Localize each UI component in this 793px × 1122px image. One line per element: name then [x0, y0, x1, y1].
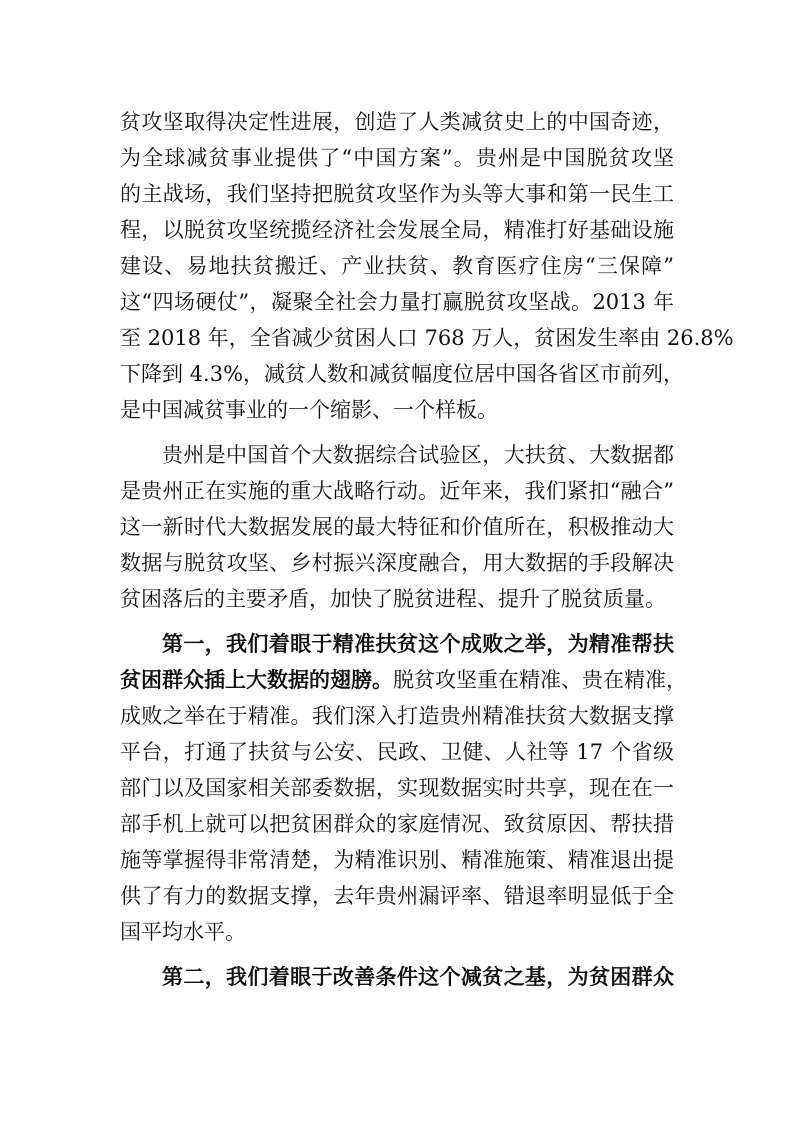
paragraph-2-line-4: 数据与脱贫攻坚、乡村振兴深度融合，用大数据的手段解决: [120, 551, 674, 575]
paragraph-3-line-2: [120, 662, 687, 698]
paragraph-1-line-4: 程，以脱贫攻坚统揽经济社会发展全局，精准打好基础设施: [120, 218, 674, 242]
paragraph-3-line-2-text: 脱贫攻坚重在精准、贵在精准，: [393, 668, 687, 692]
paragraph-2-line-3: 这一新时代大数据发展的最大特征和价值所在，积极推动大: [120, 515, 674, 539]
paragraph-3-line-3: 成败之举在于精准。我们深入打造贵州精准扶贫大数据支撑: [120, 704, 674, 728]
paragraph-1-line-7: 至 2018 年，全省减少贫困人口 768 万人，贫困发生率由 26.8%: [120, 326, 734, 350]
paragraph-3-line-5: 部门以及国家相关部委数据，实现数据实时共享，现在在一: [120, 776, 674, 800]
paragraph-1-line-1: 贫攻坚取得决定性进展，创造了人类减贫史上的中国奇迹，: [120, 110, 674, 134]
paragraph-3-line-4: 平台，打通了扶贫与公安、民政、卫健、人社等 17 个省级: [120, 740, 674, 764]
paragraph-2-line-2: 是贵州正在实施的重大战略行动。近年来，我们紧扣“融合”: [120, 479, 674, 503]
paragraph-2-line-5: 贫困落后的主要矛盾，加快了脱贫进程、提升了脱贫质量。: [120, 587, 666, 611]
paragraph-1-line-6: 这“四场硬仗”，凝聚全社会力量打赢脱贫攻坚战。2013 年: [120, 290, 674, 314]
paragraph-2-line-1: 贵州是中国首个大数据综合试验区，大扶贫、大数据都: [162, 443, 674, 467]
paragraph-1-line-2: 为全球减贫事业提供了“中国方案”。贵州是中国脱贫攻坚: [120, 146, 674, 170]
paragraph-1-line-5: 建设、易地扶贫搬迁、产业扶贫、教育医疗住房“三保障”: [120, 254, 674, 278]
paragraph-3-line-9: 国平均水平。: [120, 920, 246, 944]
paragraph-3-line-8: 供了有力的数据支撑，去年贵州漏评率、错退率明显低于全: [120, 884, 674, 908]
paragraph-1-line-8: 下降到 4.3%，减贫人数和减贫幅度位居中国各省区市前列，: [120, 362, 685, 386]
paragraph-1-line-9: 是中国减贫事业的一个缩影、一个样板。: [120, 398, 498, 422]
paragraph-3-heading-line-1: 第一，我们着眼于精准扶贫这个成败之举，为精准帮扶: [162, 631, 674, 656]
paragraph-3-line-7: 施等掌握得非常清楚，为精准识别、精准施策、精准退出提: [120, 848, 674, 872]
paragraph-3-heading-line-2: 贫困群众插上大数据的翅膀。: [120, 667, 393, 692]
paragraph-4-heading-line-1: 第二，我们着眼于改善条件这个减贫之基，为贫困群众: [162, 964, 674, 989]
paragraph-3-line-6: 部手机上就可以把贫困群众的家庭情况、致贫原因、帮扶措: [120, 812, 674, 836]
paragraph-1-line-3: 的主战场，我们坚持把脱贫攻坚作为头等大事和第一民生工: [120, 182, 674, 206]
